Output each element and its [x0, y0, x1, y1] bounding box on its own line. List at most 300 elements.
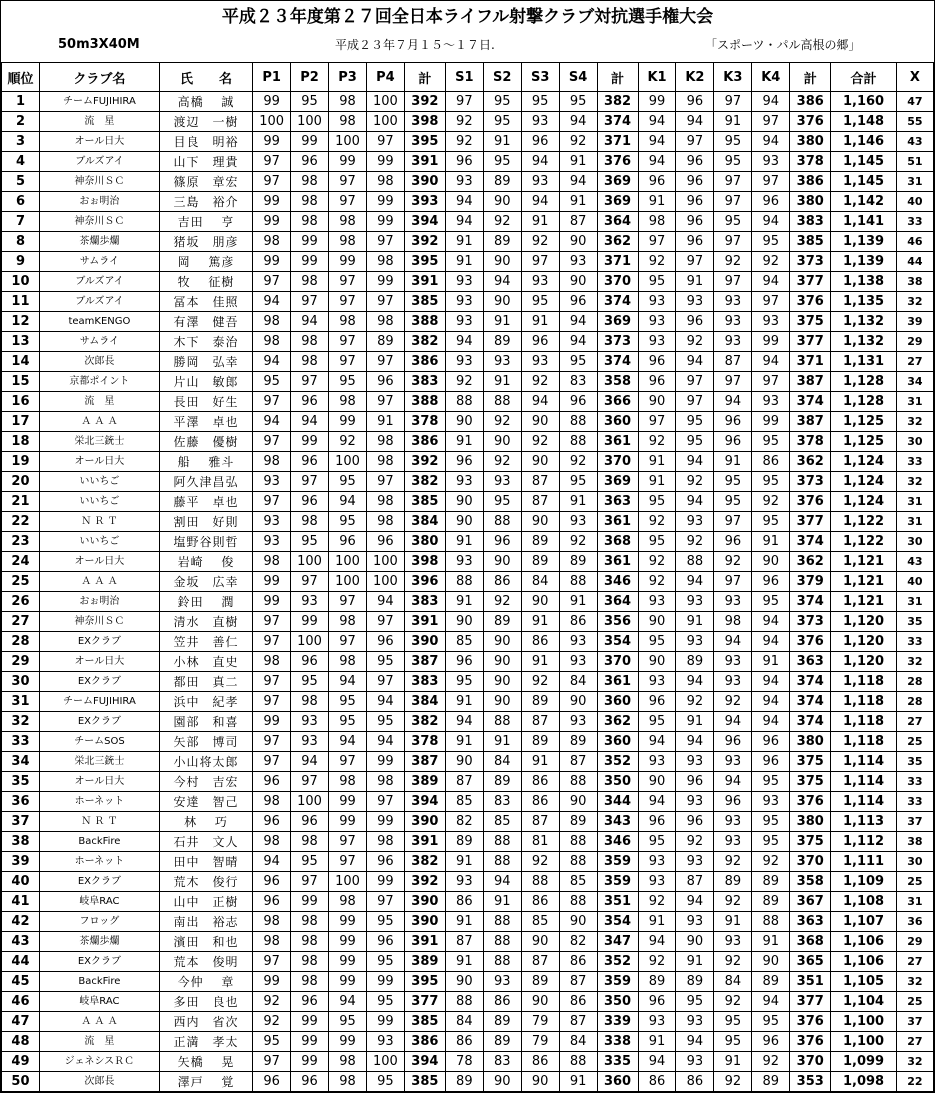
- rank-cell: 17: [2, 412, 40, 432]
- k1-cell: 90: [638, 652, 676, 672]
- club-cell: ホーネット: [39, 852, 159, 872]
- table-row: [2, 392, 934, 412]
- s4-cell: 83: [559, 372, 597, 392]
- s4-cell: 92: [559, 532, 597, 552]
- p2-cell: 100: [291, 792, 329, 812]
- k1-cell: 92: [638, 512, 676, 532]
- name-cell: 小山将太郎: [159, 752, 252, 772]
- s-total-cell: 374: [597, 112, 638, 132]
- name-cell: 金坂 広幸: [159, 572, 252, 592]
- grand-total-cell: 1,125: [831, 432, 897, 452]
- k4-cell: 94: [752, 692, 790, 712]
- grand-total-cell: 1,109: [831, 872, 897, 892]
- x-count-cell: 32: [896, 652, 933, 672]
- table-row: [2, 632, 934, 652]
- p3-cell: 98: [329, 1052, 367, 1072]
- k-total-cell: 380: [790, 132, 831, 152]
- club-cell: teamKENGO: [39, 312, 159, 332]
- p4-cell: 98: [366, 832, 404, 852]
- s1-cell: 90: [445, 612, 483, 632]
- s4-cell: 94: [559, 312, 597, 332]
- rank-cell: 48: [2, 1032, 40, 1052]
- club-cell: チームSOS: [39, 732, 159, 752]
- k3-cell: 91: [714, 452, 752, 472]
- s3-cell: 92: [521, 672, 559, 692]
- grand-total-cell: 1,128: [831, 372, 897, 392]
- x-count-cell: 31: [896, 592, 933, 612]
- club-cell: サムライ: [39, 332, 159, 352]
- club-cell: EXクラブ: [39, 872, 159, 892]
- p-total-cell: 383: [404, 672, 445, 692]
- s1-cell: 91: [445, 532, 483, 552]
- s3-cell: 79: [521, 1032, 559, 1052]
- table-row: [2, 152, 934, 172]
- k1-cell: 94: [638, 932, 676, 952]
- k-total-cell: 374: [790, 532, 831, 552]
- k3-cell: 96: [714, 792, 752, 812]
- s1-cell: 84: [445, 1012, 483, 1032]
- rank-cell: 16: [2, 392, 40, 412]
- p-total-cell: 384: [404, 512, 445, 532]
- k3-cell: 93: [714, 752, 752, 772]
- k3-cell: 94: [714, 632, 752, 652]
- header-x: X: [896, 63, 933, 92]
- p1-cell: 99: [253, 132, 291, 152]
- x-count-cell: 46: [896, 232, 933, 252]
- k4-cell: 92: [752, 1052, 790, 1072]
- name-cell: 片山 敏郎: [159, 372, 252, 392]
- p3-cell: 95: [329, 1012, 367, 1032]
- s2-cell: 95: [483, 492, 521, 512]
- s3-cell: 84: [521, 572, 559, 592]
- s1-cell: 91: [445, 912, 483, 932]
- rank-cell: 32: [2, 712, 40, 732]
- k4-cell: 95: [752, 1012, 790, 1032]
- p2-cell: 96: [291, 392, 329, 412]
- p2-cell: 97: [291, 372, 329, 392]
- k1-cell: 94: [638, 1052, 676, 1072]
- p4-cell: 97: [366, 132, 404, 152]
- p1-cell: 96: [253, 772, 291, 792]
- club-cell: 京都ポイント: [39, 372, 159, 392]
- p2-cell: 98: [291, 692, 329, 712]
- club-cell: オール日大: [39, 452, 159, 472]
- table-row: [2, 332, 934, 352]
- name-cell: 割田 好則: [159, 512, 252, 532]
- p4-cell: 97: [366, 672, 404, 692]
- s2-cell: 89: [483, 612, 521, 632]
- club-cell: ブルズアイ: [39, 152, 159, 172]
- name-cell: 矢部 博司: [159, 732, 252, 752]
- p2-cell: 100: [291, 112, 329, 132]
- p2-cell: 99: [291, 252, 329, 272]
- x-count-cell: 31: [896, 172, 933, 192]
- p2-cell: 95: [291, 532, 329, 552]
- s-total-cell: 346: [597, 832, 638, 852]
- rank-cell: 28: [2, 632, 40, 652]
- p1-cell: 99: [253, 192, 291, 212]
- x-count-cell: 47: [896, 92, 933, 112]
- k4-cell: 91: [752, 532, 790, 552]
- club-cell: オール日大: [39, 652, 159, 672]
- club-cell: 岐阜RAC: [39, 892, 159, 912]
- p1-cell: 99: [253, 92, 291, 112]
- p3-cell: 98: [329, 112, 367, 132]
- k3-cell: 92: [714, 892, 752, 912]
- s-total-cell: 366: [597, 392, 638, 412]
- k3-cell: 97: [714, 572, 752, 592]
- club-cell: 栄北三銃士: [39, 752, 159, 772]
- p-total-cell: 390: [404, 812, 445, 832]
- grand-total-cell: 1,104: [831, 992, 897, 1012]
- s2-cell: 90: [483, 432, 521, 452]
- k3-cell: 96: [714, 412, 752, 432]
- s4-cell: 87: [559, 1012, 597, 1032]
- p1-cell: 98: [253, 932, 291, 952]
- k-total-cell: 374: [790, 712, 831, 732]
- table-row: [2, 752, 934, 772]
- p4-cell: 97: [366, 352, 404, 372]
- club-cell: 茶爛歩爛: [39, 232, 159, 252]
- s1-cell: 93: [445, 472, 483, 492]
- club-cell: 流 星: [39, 392, 159, 412]
- k1-cell: 96: [638, 352, 676, 372]
- table-row: [2, 112, 934, 132]
- k4-cell: 96: [752, 572, 790, 592]
- name-cell: 石井 文人: [159, 832, 252, 852]
- x-count-cell: 32: [896, 412, 933, 432]
- name-cell: 長田 好生: [159, 392, 252, 412]
- grand-total-cell: 1,106: [831, 932, 897, 952]
- p2-cell: 96: [291, 992, 329, 1012]
- s-total-cell: 338: [597, 1032, 638, 1052]
- table-row: [2, 732, 934, 752]
- p1-cell: 94: [253, 352, 291, 372]
- s1-cell: 85: [445, 632, 483, 652]
- p4-cell: 98: [366, 492, 404, 512]
- name-cell: 吉田 亨: [159, 212, 252, 232]
- k-total-cell: 368: [790, 932, 831, 952]
- k2-cell: 92: [676, 332, 714, 352]
- k1-cell: 92: [638, 252, 676, 272]
- k3-cell: 92: [714, 1072, 752, 1092]
- p3-cell: 98: [329, 772, 367, 792]
- p2-cell: 98: [291, 512, 329, 532]
- header-p4: P4: [366, 63, 404, 92]
- k3-cell: 92: [714, 952, 752, 972]
- table-row: [2, 952, 934, 972]
- k2-cell: 89: [676, 652, 714, 672]
- k1-cell: 96: [638, 172, 676, 192]
- k-total-cell: 371: [790, 352, 831, 372]
- k-total-cell: 374: [790, 692, 831, 712]
- p1-cell: 97: [253, 492, 291, 512]
- k4-cell: 92: [752, 492, 790, 512]
- k1-cell: 90: [638, 392, 676, 412]
- x-count-cell: 31: [896, 512, 933, 532]
- p1-cell: 94: [253, 412, 291, 432]
- s3-cell: 92: [521, 432, 559, 452]
- p2-cell: 97: [291, 872, 329, 892]
- rank-cell: 13: [2, 332, 40, 352]
- k-total-cell: 373: [790, 612, 831, 632]
- table-row: [2, 172, 934, 192]
- grand-total-cell: 1,139: [831, 232, 897, 252]
- name-cell: 荒本 俊明: [159, 952, 252, 972]
- s3-cell: 93: [521, 112, 559, 132]
- s3-cell: 87: [521, 492, 559, 512]
- header-name: 氏 名: [159, 63, 252, 92]
- rank-cell: 21: [2, 492, 40, 512]
- k-total-cell: 365: [790, 952, 831, 972]
- k-total-cell: 378: [790, 152, 831, 172]
- s3-cell: 90: [521, 452, 559, 472]
- k2-cell: 97: [676, 372, 714, 392]
- p-total-cell: 395: [404, 972, 445, 992]
- s3-cell: 90: [521, 1072, 559, 1092]
- table-row: [2, 652, 934, 672]
- p1-cell: 95: [253, 1032, 291, 1052]
- rank-cell: 38: [2, 832, 40, 852]
- s1-cell: 92: [445, 112, 483, 132]
- name-cell: 塩野谷則哲: [159, 532, 252, 552]
- s1-cell: 94: [445, 712, 483, 732]
- s3-cell: 96: [521, 332, 559, 352]
- k-total-cell: 374: [790, 392, 831, 412]
- s4-cell: 82: [559, 932, 597, 952]
- s4-cell: 88: [559, 1052, 597, 1072]
- s2-cell: 90: [483, 552, 521, 572]
- club-cell: Ｎ Ｒ Ｔ: [39, 512, 159, 532]
- grand-total-cell: 1,107: [831, 912, 897, 932]
- p3-cell: 100: [329, 132, 367, 152]
- k1-cell: 92: [638, 892, 676, 912]
- p3-cell: 95: [329, 692, 367, 712]
- name-cell: 正満 孝太: [159, 1032, 252, 1052]
- s4-cell: 87: [559, 972, 597, 992]
- club-cell: EXクラブ: [39, 672, 159, 692]
- p-total-cell: 377: [404, 992, 445, 1012]
- p2-cell: 98: [291, 352, 329, 372]
- club-cell: ホーネット: [39, 792, 159, 812]
- k2-cell: 94: [676, 672, 714, 692]
- grand-total-cell: 1,122: [831, 512, 897, 532]
- s4-cell: 90: [559, 272, 597, 292]
- table-row: [2, 792, 934, 812]
- p-total-cell: 398: [404, 112, 445, 132]
- k4-cell: 94: [752, 992, 790, 1012]
- table-row: [2, 132, 934, 152]
- k3-cell: 93: [714, 332, 752, 352]
- s1-cell: 96: [445, 452, 483, 472]
- s4-cell: 95: [559, 92, 597, 112]
- s-total-cell: 376: [597, 152, 638, 172]
- p4-cell: 95: [366, 1072, 404, 1092]
- k1-cell: 95: [638, 532, 676, 552]
- k2-cell: 86: [676, 1072, 714, 1092]
- s-total-cell: 371: [597, 252, 638, 272]
- s-total-cell: 351: [597, 892, 638, 912]
- s4-cell: 94: [559, 172, 597, 192]
- p3-cell: 99: [329, 952, 367, 972]
- s1-cell: 94: [445, 212, 483, 232]
- p-total-cell: 392: [404, 872, 445, 892]
- s2-cell: 90: [483, 692, 521, 712]
- table-row: [2, 612, 934, 632]
- k4-cell: 93: [752, 792, 790, 812]
- k2-cell: 94: [676, 492, 714, 512]
- s-total-cell: 350: [597, 772, 638, 792]
- s1-cell: 91: [445, 732, 483, 752]
- p2-cell: 99: [291, 132, 329, 152]
- s3-cell: 91: [521, 612, 559, 632]
- p1-cell: 100: [253, 112, 291, 132]
- p1-cell: 98: [253, 832, 291, 852]
- p3-cell: 97: [329, 852, 367, 872]
- k2-cell: 94: [676, 452, 714, 472]
- p4-cell: 89: [366, 332, 404, 352]
- k4-cell: 99: [752, 412, 790, 432]
- k4-cell: 96: [752, 732, 790, 752]
- p4-cell: 100: [366, 1052, 404, 1072]
- s-total-cell: 358: [597, 372, 638, 392]
- name-cell: 高橋 誠: [159, 92, 252, 112]
- table-row: [2, 1032, 934, 1052]
- k-total-cell: 378: [790, 432, 831, 452]
- k1-cell: 94: [638, 792, 676, 812]
- name-cell: 田中 智晴: [159, 852, 252, 872]
- k3-cell: 97: [714, 372, 752, 392]
- p2-cell: 95: [291, 92, 329, 112]
- table-row: [2, 1012, 934, 1032]
- club-cell: 栄北三銃士: [39, 432, 159, 452]
- x-count-cell: 33: [896, 772, 933, 792]
- k4-cell: 95: [752, 592, 790, 612]
- header-s3: S3: [521, 63, 559, 92]
- x-count-cell: 32: [896, 1052, 933, 1072]
- k-total-cell: 375: [790, 312, 831, 332]
- s-total-cell: 339: [597, 1012, 638, 1032]
- s3-cell: 94: [521, 192, 559, 212]
- table-row: [2, 932, 934, 952]
- k1-cell: 93: [638, 332, 676, 352]
- k3-cell: 91: [714, 912, 752, 932]
- p1-cell: 94: [253, 292, 291, 312]
- table-row: [2, 772, 934, 792]
- p4-cell: 94: [366, 592, 404, 612]
- s-total-cell: 350: [597, 992, 638, 1012]
- s2-cell: 88: [483, 932, 521, 952]
- name-cell: 園部 和喜: [159, 712, 252, 732]
- k-total-cell: 376: [790, 632, 831, 652]
- rank-cell: 23: [2, 532, 40, 552]
- k4-cell: 94: [752, 272, 790, 292]
- k-total-cell: 376: [790, 292, 831, 312]
- rank-cell: 6: [2, 192, 40, 212]
- p2-cell: 94: [291, 312, 329, 332]
- k4-cell: 91: [752, 932, 790, 952]
- s-total-cell: 359: [597, 972, 638, 992]
- k2-cell: 96: [676, 212, 714, 232]
- k3-cell: 92: [714, 992, 752, 1012]
- s-total-cell: 364: [597, 212, 638, 232]
- k3-cell: 93: [714, 312, 752, 332]
- name-cell: 安達 智己: [159, 792, 252, 812]
- table-row: [2, 692, 934, 712]
- k3-cell: 96: [714, 532, 752, 552]
- s4-cell: 84: [559, 1032, 597, 1052]
- club-cell: Ａ Ａ Ａ: [39, 572, 159, 592]
- k3-cell: 93: [714, 832, 752, 852]
- k4-cell: 89: [752, 1072, 790, 1092]
- p2-cell: 100: [291, 632, 329, 652]
- p3-cell: 97: [329, 352, 367, 372]
- k1-cell: 92: [638, 952, 676, 972]
- k-total-cell: 379: [790, 572, 831, 592]
- k1-cell: 91: [638, 472, 676, 492]
- p-total-cell: 395: [404, 132, 445, 152]
- s-total-cell: 370: [597, 652, 638, 672]
- k4-cell: 95: [752, 432, 790, 452]
- p1-cell: 96: [253, 1072, 291, 1092]
- p3-cell: 99: [329, 812, 367, 832]
- p-total-cell: 391: [404, 272, 445, 292]
- k3-cell: 97: [714, 232, 752, 252]
- s3-cell: 81: [521, 832, 559, 852]
- k3-cell: 92: [714, 852, 752, 872]
- s1-cell: 90: [445, 512, 483, 532]
- s-total-cell: 361: [597, 552, 638, 572]
- grand-total-cell: 1,118: [831, 672, 897, 692]
- grand-total-cell: 1,121: [831, 552, 897, 572]
- x-count-cell: 29: [896, 332, 933, 352]
- grand-total-cell: 1,160: [831, 92, 897, 112]
- x-count-cell: 30: [896, 432, 933, 452]
- k1-cell: 94: [638, 732, 676, 752]
- header-grand-total: 合計: [831, 63, 897, 92]
- p3-cell: 100: [329, 552, 367, 572]
- p-total-cell: 382: [404, 712, 445, 732]
- k1-cell: 96: [638, 372, 676, 392]
- x-count-cell: 31: [896, 392, 933, 412]
- s2-cell: 90: [483, 652, 521, 672]
- s4-cell: 86: [559, 952, 597, 972]
- k-total-cell: 373: [790, 252, 831, 272]
- p4-cell: 98: [366, 432, 404, 452]
- s-total-cell: 360: [597, 1072, 638, 1092]
- club-cell: チームFUJIHIRA: [39, 692, 159, 712]
- k2-cell: 93: [676, 1052, 714, 1072]
- k1-cell: 90: [638, 612, 676, 632]
- table-row: [2, 512, 934, 532]
- p2-cell: 99: [291, 1032, 329, 1052]
- s2-cell: 93: [483, 972, 521, 992]
- k-total-cell: 380: [790, 812, 831, 832]
- rank-cell: 42: [2, 912, 40, 932]
- name-cell: 荒木 俊行: [159, 872, 252, 892]
- p-total-cell: 390: [404, 632, 445, 652]
- s2-cell: 93: [483, 352, 521, 372]
- table-row: [2, 412, 934, 432]
- p4-cell: 96: [366, 532, 404, 552]
- k1-cell: 92: [638, 552, 676, 572]
- s4-cell: 84: [559, 672, 597, 692]
- s2-cell: 88: [483, 952, 521, 972]
- k-total-cell: 377: [790, 512, 831, 532]
- k4-cell: 97: [752, 172, 790, 192]
- k3-cell: 93: [714, 812, 752, 832]
- k2-cell: 92: [676, 832, 714, 852]
